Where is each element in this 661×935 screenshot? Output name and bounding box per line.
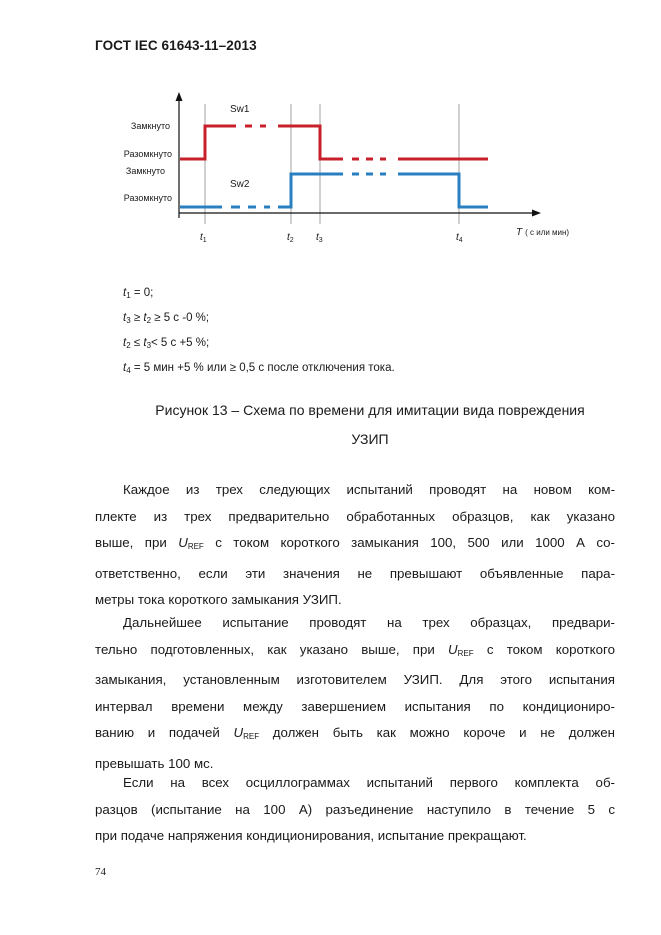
- sw1-label: Sw1: [230, 104, 250, 115]
- tick-t3: $t_3$: [316, 232, 323, 244]
- time-conditions: [123, 282, 395, 382]
- time-grid-lines: [205, 104, 459, 224]
- tick-t2: $t_2$: [287, 232, 294, 244]
- document-header: ГОСТ IEC 61643-11–2013: [95, 38, 257, 53]
- p3-line-3: при подаче напряжения кондиционирования, испытание прекращают.: [95, 828, 527, 844]
- p3-line-2: разцов (испытание на 100 А) разъединение наступило в течение 5 с: [95, 801, 615, 817]
- state-labels: [124, 121, 172, 203]
- condition-t1: $t_1 = 0$;: [123, 287, 154, 300]
- p3-line-1: Если на всех осциллограммах испытаний первого комплекта об-: [123, 775, 615, 790]
- p1-line-5: метры тока короткого замыкания УЗИП.: [95, 592, 342, 608]
- sw1-segment-2: [278, 126, 343, 159]
- paragraph-2: [95, 610, 615, 778]
- sw2-label: Sw2: [230, 179, 250, 190]
- tick-t4: $t_4$: [456, 232, 463, 244]
- timing-diagram: [0, 0, 661, 280]
- sw2-closed-label: Замкнуто: [125, 166, 165, 176]
- p2-line-3: замыкания, установленным изготовителем УЗИП. Для этого испытания: [95, 672, 615, 688]
- p1-line-4: ответственно, если эти значения не превышают объявленные пара-: [95, 565, 615, 581]
- p2-line-4: интервал времени между завершением испытания по кондициониро-: [95, 698, 615, 714]
- page-number: 74: [95, 866, 106, 878]
- x-axis-arrow: [532, 210, 541, 217]
- sw2-trace: [180, 174, 488, 207]
- sw1-closed-label: Замкнуто: [130, 121, 170, 131]
- p2-line-2: тельно подготовленных, как указано выше, при $U_{REF}$ с током короткого: [95, 641, 615, 658]
- x-axis-label: T ( с или мин): [516, 227, 570, 238]
- figure-caption: [110, 396, 630, 454]
- sw2-segment-3: [398, 174, 488, 207]
- condition-t4: $t_4 = 5$ мин +5 % или ≥ 0,5 с после отключения тока.: [123, 362, 395, 375]
- tick-t1: $t_1$: [200, 232, 207, 244]
- time-tick-labels: [200, 232, 463, 244]
- paragraph-1: [95, 477, 615, 614]
- paragraph-3: [95, 770, 615, 850]
- p1-line-2: плекте из трех предварительно обработанных образцов, как указано: [95, 508, 615, 524]
- sw1-trace: [180, 126, 488, 159]
- p2-line-1: Дальнейшее испытание проводят на трех образцах, предвари-: [123, 615, 615, 630]
- sw1-segment-1: [180, 126, 236, 159]
- p1-line-1: Каждое из трех следующих испытаний проводят на новом ком-: [123, 482, 615, 497]
- sw2-segment-2: [278, 174, 343, 207]
- p1-line-3: выше, при $U_{REF}$ с током короткого замыкания 100, 500 или 1000 А со-: [95, 535, 615, 552]
- y-axis-arrow: [176, 92, 183, 101]
- p2-line-5: ванию и подачей $U_{REF}$ должен быть как можно короче и не должен: [95, 725, 615, 742]
- caption-line-1: Рисунок 13 – Схема по времени для имитации вида повреждения: [155, 402, 585, 418]
- condition-t3: $t_3 \ge t_2 \ge 5$ с -0 %;: [123, 312, 210, 325]
- sw1-open-label: Разомкнуто: [123, 149, 172, 159]
- sw2-open-label: Разомкнуто: [123, 193, 172, 203]
- caption-line-2: УЗИП: [351, 431, 389, 447]
- p2-line-6: превышать 100 мс.: [95, 755, 214, 771]
- condition-t2: $t_2 \le t_3< 5$ с +5 %;: [123, 337, 210, 350]
